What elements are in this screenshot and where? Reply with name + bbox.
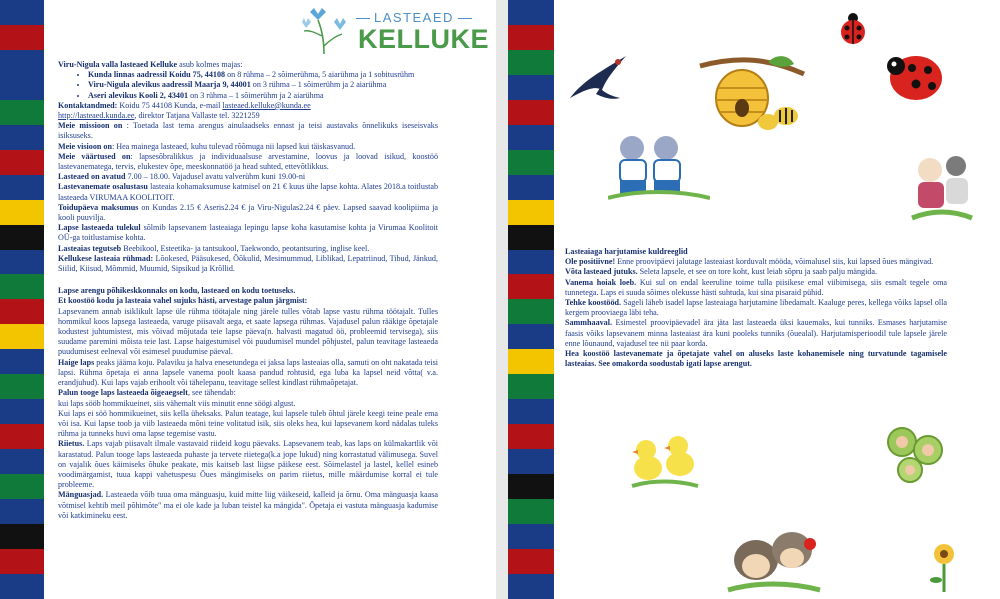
stripe-band [508,449,554,474]
stripe-band [0,50,44,75]
logo-lasteaed-text: LASTEAED [352,10,476,25]
development-title: Lapse arengu põhikeskkonnaks on kodu, lasteaed on kodu toetuseks. [58,286,296,296]
right-color-stripe [508,0,554,599]
stripe-band [508,100,554,125]
on-time-rest: , see tähendab: [187,388,236,398]
ladybug-large-icon [884,46,946,104]
stripe-band [0,75,44,100]
clothing-label: Riietus. [58,439,85,449]
hedgehogs-icon [726,510,822,596]
groups-text: Lõokesed, Pääsukesed, Õõkulid, Mesimummud, Liblikad, Lepatriinud, Tibud, Jänkud, Siilid, Kiisud, Mõmmid, Muumid, Sipsikud ja Krõllid. [58,253,438,274]
sunflower-child-icon [924,540,964,596]
clothing-paragraph [58,439,438,490]
stripe-band [0,549,44,574]
stripe-band [0,225,44,250]
vision-paragraph [58,142,438,152]
vision-label: Meie visioon on [58,141,112,151]
kelluke-logo [300,6,489,56]
rule-item [565,349,947,369]
left-page [0,0,496,599]
stripe-band [508,399,554,424]
cooperation-heading [58,296,438,306]
stripe-band [508,424,554,449]
right-text-column [565,247,947,369]
toys-text: Lasteaeda võib tuua oma mänguasju, kuid mitte liig väikeseid, kalleid ja õrnu. Oma mänguasja kaasa võtmisel kehtib meil põhimõte" ma ei ole kade ja luban teistel ka mängida". Õpetaja ei vastuta mänguasja kadumise või katkimineku eest. [58,490,438,520]
house-groups: on 3 rühma – 1 sõimerühm ja 2 aiarühma [250,80,387,90]
mission-paragraph [58,121,438,141]
stripe-band [0,274,44,299]
sick-child-paragraph [58,358,438,389]
rules-title [565,247,947,257]
cooperation-title: Et koostöö kodu ja lasteaia vahel sujuks hästi, arvestage palun järgmist: [58,296,308,306]
left-color-stripe [0,0,44,599]
house-address: Kunda linnas aadressil Koidu 75, 44108 [88,70,226,80]
hobby-text: Beebikool, Esteetika- ja tantsukool, Taekwondo, peotantsuring, inglise keel. [121,243,370,253]
rule-text: Kui sul on endal keeruline toime tulla piisikese emal viibimisega, siis esmalt tegele oma tunnetega. Laps ei suuda sõimes olekusse hästi suhtuda, kui sina pisaraid pühid. [565,277,947,297]
houses-list [58,70,438,101]
contract-paragraph [58,223,438,243]
stripe-band [0,449,44,474]
stripe-band [508,150,554,175]
stripe-band [508,175,554,200]
ladybug-small-icon [838,12,868,46]
opening-label: Lasteaed on avatud [58,172,126,182]
rule-text: Sageli läheb isadel lapse lasteaiaga harjutamine libedamalt. Kaaluge peres, kellega võiks lapsel olla kergem prooviaega läbi teha. [565,298,947,318]
stripe-band [508,549,554,574]
stripe-band [0,125,44,150]
stripe-band [0,374,44,399]
stripe-band [508,25,554,50]
bellflower-logo-icon [300,6,348,56]
contract-text: sõlmib lapsevanem lasteaiaga lepingu lapse koha kasutamise kohta ja Virumaa Koolitoit OÜ-ga toitlustamise kohta. [58,223,438,243]
rule-text: Seleta lapsele, et see on tore koht, kust leiab sõpru ja saab palju mängida. [637,267,877,277]
list-item [88,91,438,101]
sick-child-label: Haige laps [58,357,95,367]
right-page [508,0,1000,599]
fee-text: lasteaia kohamaksumuse katmisel on 21 € kuus ühe lapse kohta. Alates 2018.a toitlustab lasteaeda VIRUMAA KOOLITOIT. [58,182,438,202]
director-text: , direktor Tatjana Vallaste tel. 3221259 [134,111,260,121]
page-gutter [496,0,508,599]
hobby-paragraph [58,244,438,254]
values-text: : lapsesõbralikkus ja individuaalsuse arvestamine, loovus ja loovad isikud, koostöö lastevanematega, tervis, elukestev õpe, meeskonnatöö ja head suhted, ettevõtlikkus. [58,151,438,172]
rule-label: Hea koostöö lastevanemate ja õpetajate vahel on aluseks laste kohanemisele ning turvatunde tagamisele lasteaias. See omakorda soodustab igati lapse arengut. [565,349,947,369]
stripe-band [0,524,44,549]
stripe-band [0,100,44,125]
house-address: Viru-Nigula alevikus aadressil Maarja 9, 44001 [88,80,251,90]
toys-paragraph [58,490,438,521]
contacts-address: Koidu 75 44108 Kunda, e-mail [117,100,223,110]
stripe-band [0,299,44,324]
on-time-line-2: Kui laps ei söö hommikueinet, siis kella üheksaks. Palun teatage, kui lapsele tuleb õhtul järele keegi teine peale ema või isa. Kui lapse toob ja viib lasteaeda mõni teine volitatud isik, siis oleks hea, kui lapsevanem kord nädalas tuleks rühma ja tunneks huvi oma lapse tegemise vastu. [58,408,438,439]
rules-title-text: Lasteaiaga harjutamise kuldreeglid [565,247,688,256]
stripe-band [508,474,554,499]
thistle-kids-icon [880,420,950,494]
groups-label: Kellukese lasteaia rühmad: [58,253,154,263]
stripe-band [0,349,44,374]
stripe-band [508,524,554,549]
children-playing-icon [608,132,710,202]
logo-kelluke-text: KELLUKE [358,24,489,54]
on-time-label: Palun tooge laps lasteaeda õigeaegselt [58,388,188,398]
rule-label: Tehke koostööd. [565,298,622,308]
stripe-band [0,499,44,524]
stripe-band [508,0,554,25]
on-time-heading [58,388,438,398]
stripe-band [508,274,554,299]
stripe-band [508,250,554,275]
stripe-band [0,0,44,25]
beehive-bees-icon [698,52,808,142]
stripe-band [0,324,44,349]
rule-item [565,278,947,298]
stripe-band [508,349,554,374]
email-link[interactable]: lasteaed.kelluke@kunda.ee [222,100,311,110]
stripe-band [0,474,44,499]
house-address: Aseri alevikus Kooli 2, 43401 [88,90,189,100]
stripe-band [508,125,554,150]
mission-text: : Toetada last tema arengus ainulaadseks ennast ja teisi austavaks õnnelikuks iseseisvaks isiksuseks. [58,121,438,141]
intro-rest: asub kolmes majas: [177,60,243,69]
stripe-band [0,200,44,225]
mission-label: Meie missioon on [58,121,123,131]
fee-paragraph [58,182,438,202]
hobby-label: Lasteaias tegutseb [58,243,122,253]
website-link[interactable]: http://lasteaed.kunda.ee [58,111,135,121]
rule-text: Enne proovipäevi jalutage lasteaiast korduvalt mööda, võimalusel siis, kui lapsed õues mängivad. [615,257,934,267]
house-groups: on 8 rühma – 2 sõimerühma, 5 aiarühma ja 1 sobitusrühm [225,70,415,80]
contacts-paragraph [58,101,438,111]
stripe-band [0,25,44,50]
stripe-band [508,299,554,324]
chicks-icon [628,430,700,490]
contacts-label: Kontaktandmed: [58,100,118,110]
stripe-band [508,324,554,349]
stripe-band [508,374,554,399]
values-paragraph [58,152,438,172]
food-price-label: Toidupäeva maksumus [58,202,139,212]
opening-paragraph [58,172,438,182]
on-time-line-1: kui laps sööb hommikueinet, siis vähemalt viis minutit enne söögi algust. [58,398,296,408]
food-price-text: on Kundas 2.15 € Aseris2.24 € ja Viru-Nigulas2.24 € päev. Lapsed saavad koolipiima ja kooli puuvilja. [58,202,439,223]
rule-label: Sammhaaval. [565,318,612,328]
rule-text: Esimestel proovipäevadel ära jäta last lasteaeda üksi kauemaks, kui tunniks. Esmases harjutamise faasis võiks lapsevanem minna lasteaiast ära kuni pooleks tunniks (õuealal). Harjutamisperioodil tule lapsele järele enne lõunaund, vajadusel tee nii paar korda. [565,318,947,348]
rule-item [565,267,947,277]
friends-sitting-icon [908,148,974,226]
rule-label: Vanema hoiak loeb. [565,277,637,287]
stripe-band [0,424,44,449]
values-label: Meie väärtused on [58,151,131,161]
stripe-band [0,574,44,599]
development-heading [58,286,438,296]
stripe-band [508,200,554,225]
stripe-band [0,399,44,424]
groups-paragraph [58,254,438,274]
stripe-band [508,75,554,100]
rule-label: Ole positiivne! [565,257,616,267]
contract-label: Lapse lasteaeda tulekul [58,223,141,233]
swallow-bird-icon [566,50,630,106]
rule-item [565,318,947,349]
sick-child-text: peaks jääma koju. Palaviku ja halva enesetundega ei jaksa laps lasteaias olla, samuti on oht nakatada teisi lapsi. Rühma õpetaja ei anna lapsele vanema poolt kaasa pandud rohtusid, ega luba ka lapsel neid võtta( v.a. erandjuhud). Kui laps vajab erihoolt või tähelepanu, teavitage sellest kindlast rühmaõpetajat. [58,357,438,388]
intro-paragraph [58,60,438,70]
food-price-paragraph [58,203,438,223]
stripe-band [0,175,44,200]
opening-text: 7.00 – 18.00. Vajadusel avatu valverühm kuni 19.00-ni [125,172,306,182]
stripe-band [508,499,554,524]
house-groups: on 3 rühma – 1 sõimerühm ja 2 aiarühma [188,90,324,100]
stripe-band [0,250,44,275]
stripe-band [508,50,554,75]
toys-label: Mänguasjad. [58,490,104,500]
rule-item [565,298,947,318]
stripe-band [0,150,44,175]
rule-item [565,257,947,267]
stripe-band [508,574,554,599]
rule-label: Võta lasteaed jutuks. [565,267,638,277]
clothing-text: Laps vajab piisavalt ilmale vastavaid riideid kogu päevaks. Lapsevanem teab, kas laps on külmakartlik või karastatud. Palun tooge laps lasteaeda puhaste ja tervete riietega(k.a jope lukud) ning korrastatud välimusega. Suvel on vajalik õues käimiseks õhuke peakate, mis kaitseb last liigse päikese eest. Sõimelastel ja lastel, kellel esineb voodimärgamist, tuua kappi vahetuspesu Õues mängimiseks on parim riietus, mille määrdumise korral ei tule probleeme. [58,439,438,490]
left-text-column [58,60,438,521]
list-item [88,70,438,80]
list-item [88,80,438,90]
fee-label: Lastevanemate osalustasu [58,182,148,192]
vision-text: : Hea mainega lasteaed, kuhu tulevad rõõmuga nii lapsed kui täiskasvanud. [111,141,356,151]
intro-bold: Viru-Nigula valla lasteaed Kelluke [58,60,178,69]
stripe-band [508,225,554,250]
website-paragraph [58,111,438,121]
cooperation-paragraph: Lapsevanem annab isiklikult lapse üle rühma töötajale ning järele tulles võtab lapse vastu rühma töötajalt. Tulles hommikul koos lapsega lasteaeda, varuge piisavalt aega, et saate lapsega rühmas. Vajadusel palun rääkige õpetajale kodustest juhtumistest, mis võivad mõjutada teie lapse päeva(n. halvasti magatud öö, probleemid tervisega), siis suudame paremini mõista teie last. Lapse haigestumisel või puudumisel mundel põhjustel, palun teavitage lasteaeda puudumisest eelneval või esimesel puudumise päeval. [58,306,438,357]
